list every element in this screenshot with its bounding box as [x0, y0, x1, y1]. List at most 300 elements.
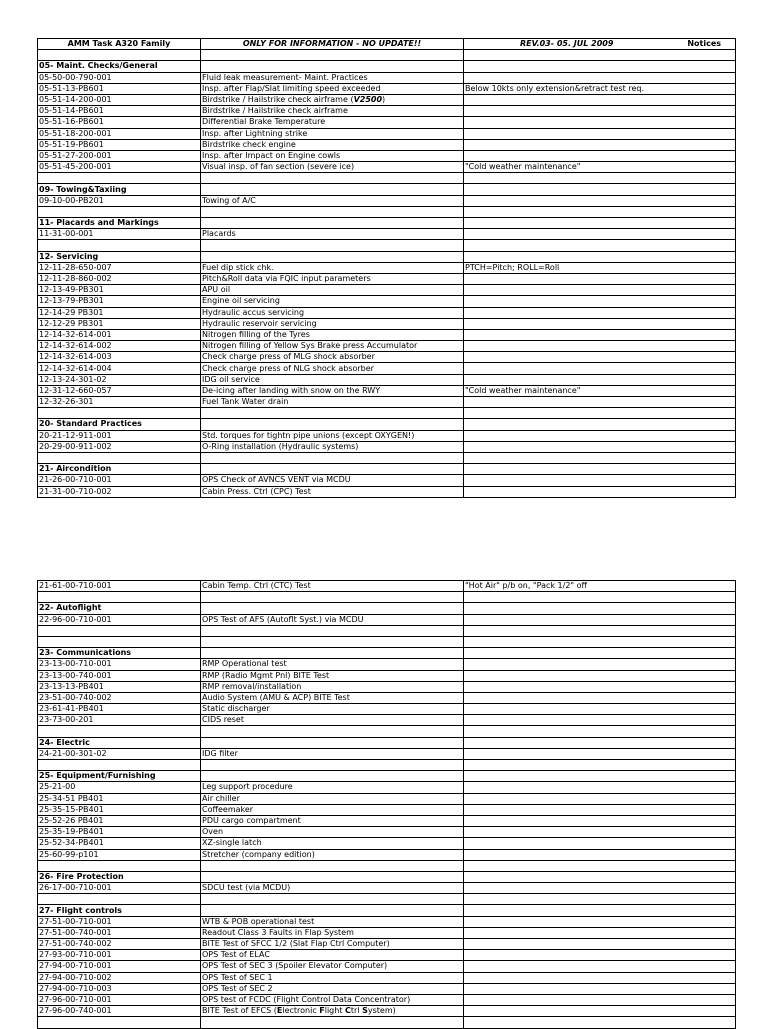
task-number: 27-96-00-740-001	[38, 1006, 201, 1017]
empty-cell	[464, 206, 736, 217]
table-row	[38, 815, 736, 826]
table-row	[38, 229, 736, 240]
task-table-lower	[37, 580, 736, 1029]
empty-cell	[464, 173, 736, 184]
blank-row	[38, 452, 736, 463]
table-row	[38, 430, 736, 441]
empty-cell	[38, 726, 201, 737]
blank-row	[38, 894, 736, 905]
task-number: 05-51-45-200-001	[38, 162, 201, 173]
blank-row	[38, 760, 736, 771]
empty-cell	[38, 240, 201, 251]
task-note	[464, 614, 736, 625]
task-number: 12-31-12-660-057	[38, 385, 201, 396]
section-header-row	[38, 737, 736, 748]
task-note	[464, 475, 736, 486]
task-number: 27-51-00-740-002	[38, 939, 201, 950]
table-row	[38, 273, 736, 284]
empty-cell	[464, 860, 736, 871]
task-note	[464, 441, 736, 452]
section-label: 26- Fire Protection	[38, 871, 201, 882]
task-description: Stretcher (company edition)	[201, 849, 464, 860]
task-note	[464, 285, 736, 296]
section-label: 27- Flight controls	[38, 905, 201, 916]
blank-row	[38, 592, 736, 603]
table-row	[38, 441, 736, 452]
task-note	[464, 950, 736, 961]
task-number: 25-34-51 PB401	[38, 793, 201, 804]
table-row	[38, 475, 736, 486]
table-row	[38, 961, 736, 972]
section-header-row	[38, 218, 736, 229]
task-note	[464, 782, 736, 793]
task-number: 12-12-29 PB301	[38, 318, 201, 329]
empty-cell	[201, 592, 464, 603]
task-description: OPS Test of SEC 1	[201, 972, 464, 983]
task-description: Nitrogen filling of the Tyres	[201, 329, 464, 340]
task-description: OPS Test of SEC 3 (Spoiler Elevator Computer)	[201, 961, 464, 972]
table-row	[38, 94, 736, 105]
task-description: OPS Test of AFS (Autoflt Syst.) via MCDU	[201, 614, 464, 625]
task-number: 24-21-00-301-02	[38, 748, 201, 759]
task-note	[464, 815, 736, 826]
task-number: 27-51-00-740-001	[38, 927, 201, 938]
task-note: Below 10kts only extension&retract test req.	[464, 83, 736, 94]
task-description-text: Birdstrike / Hailstrike check airframe (	[202, 95, 354, 105]
task-description: De-icing after landing with snow on the RWY	[201, 385, 464, 396]
empty-cell	[464, 726, 736, 737]
task-note	[464, 374, 736, 385]
empty-cell	[464, 760, 736, 771]
task-description	[201, 1006, 464, 1017]
empty-cell	[201, 50, 464, 61]
task-number: 27-94-00-710-001	[38, 961, 201, 972]
task-number: 21-31-00-710-002	[38, 486, 201, 497]
table-row	[38, 916, 736, 927]
task-note	[464, 72, 736, 83]
task-note	[464, 681, 736, 692]
table-row	[38, 804, 736, 815]
table-row	[38, 397, 736, 408]
empty-cell	[201, 173, 464, 184]
task-description: Static discharger	[201, 704, 464, 715]
empty-cell	[464, 408, 736, 419]
table-row	[38, 614, 736, 625]
header-info: ONLY FOR INFORMATION - NO UPDATE!!	[201, 39, 464, 50]
task-note	[464, 329, 736, 340]
task-description: Audio System (AMU & ACP) BITE Test	[201, 692, 464, 703]
task-note	[464, 715, 736, 726]
task-note	[464, 983, 736, 994]
task-table-upper	[37, 38, 736, 498]
task-note	[464, 341, 736, 352]
task-description: Leg support procedure	[201, 782, 464, 793]
empty-cell	[464, 871, 736, 882]
task-note	[464, 307, 736, 318]
table-row	[38, 782, 736, 793]
task-description: RMP Operational test	[201, 659, 464, 670]
task-number: 12-32-26-301	[38, 397, 201, 408]
empty-cell	[201, 464, 464, 475]
blank-row	[38, 173, 736, 184]
acronym-rest: ystem	[367, 1006, 393, 1016]
table-row	[38, 849, 736, 860]
empty-cell	[201, 771, 464, 782]
task-number: 12-14-32-614-001	[38, 329, 201, 340]
task-number: 21-26-00-710-001	[38, 475, 201, 486]
section-header-row	[38, 61, 736, 72]
empty-cell	[464, 419, 736, 430]
acronym-letter: C	[345, 1006, 351, 1016]
empty-cell	[464, 771, 736, 782]
table-row	[38, 72, 736, 83]
task-note	[464, 296, 736, 307]
engine-type-emphasis: V2500	[353, 95, 383, 105]
task-description: Fluid leak measurement- Maint. Practices	[201, 72, 464, 83]
task-number: 27-96-00-710-001	[38, 994, 201, 1005]
table-row	[38, 950, 736, 961]
acronym-rest: lectronic	[282, 1006, 320, 1016]
section-label: 11- Placards and Markings	[38, 218, 201, 229]
task-number: 23-13-13-PB401	[38, 681, 201, 692]
empty-cell	[38, 452, 201, 463]
table-row	[38, 486, 736, 497]
task-description: Birdstrike / Hailstrike check airframe	[201, 106, 464, 117]
table-row	[38, 692, 736, 703]
task-note	[464, 117, 736, 128]
empty-cell	[464, 894, 736, 905]
empty-cell	[201, 760, 464, 771]
task-note	[464, 883, 736, 894]
empty-cell	[201, 419, 464, 430]
task-number: 22-96-00-710-001	[38, 614, 201, 625]
section-label: 05- Maint. Checks/General	[38, 61, 201, 72]
empty-cell	[464, 251, 736, 262]
task-description: WTB & POB operational test	[201, 916, 464, 927]
task-description: RMP (Radio Mgmt Pnl) BITE Test	[201, 670, 464, 681]
task-description: APU oil	[201, 285, 464, 296]
empty-cell	[201, 905, 464, 916]
section-header-row	[38, 771, 736, 782]
section-header-row	[38, 464, 736, 475]
empty-cell	[464, 218, 736, 229]
task-description: Std. torques for tightn pipe unions (except OXYGEN!)	[201, 430, 464, 441]
task-description: PDU cargo compartment	[201, 815, 464, 826]
task-number: 12-14-32-614-004	[38, 363, 201, 374]
task-description: Check charge press of NLG shock absorber	[201, 363, 464, 374]
task-number: 20-21-12-911-001	[38, 430, 201, 441]
task-description-suffix: )	[382, 95, 386, 105]
task-note	[464, 748, 736, 759]
header-row	[38, 39, 736, 50]
section-label: 24- Electric	[38, 737, 201, 748]
section-label: 25- Equipment/Furnishing	[38, 771, 201, 782]
task-description: Pitch&Roll data via FQIC input parameters	[201, 273, 464, 284]
empty-cell	[38, 592, 201, 603]
task-number: 05-51-27-200-001	[38, 150, 201, 161]
blank-row	[38, 636, 736, 647]
header-title: AMM Task A320 Family	[38, 39, 201, 50]
empty-cell	[201, 61, 464, 72]
task-number: 25-52-34-PB401	[38, 838, 201, 849]
table-row	[38, 581, 736, 592]
task-note	[464, 838, 736, 849]
task-number: 25-35-15-PB401	[38, 804, 201, 815]
empty-cell	[464, 1017, 736, 1028]
task-number: 12-13-79-PB301	[38, 296, 201, 307]
table-row	[38, 883, 736, 894]
task-description: O-Ring installation (Hydraulic systems)	[201, 441, 464, 452]
empty-cell	[201, 184, 464, 195]
empty-cell	[38, 1017, 201, 1028]
blank-row	[38, 206, 736, 217]
task-number: 21-61-00-710-001	[38, 581, 201, 592]
empty-cell	[464, 625, 736, 636]
header-rev: REV.03- 05. JUL 2009	[520, 39, 614, 48]
empty-cell	[38, 894, 201, 905]
task-description: Nitrogen filling of Yellow Sys Brake press Accumulator	[201, 341, 464, 352]
task-note	[464, 195, 736, 206]
task-number: 23-13-00-710-001	[38, 659, 201, 670]
acronym-rest: trl	[350, 1006, 363, 1016]
task-note	[464, 352, 736, 363]
task-description: OPS test of FCDC (Flight Control Data Concentrator)	[201, 994, 464, 1005]
task-number: 05-51-19-PB601	[38, 139, 201, 150]
task-note	[464, 972, 736, 983]
task-note: PTCH=Pitch; ROLL=Roll	[464, 262, 736, 273]
table-row	[38, 139, 736, 150]
task-number: 12-11-28-860-002	[38, 273, 201, 284]
task-description: Insp. after Flap/Slat limiting speed exceeded	[201, 83, 464, 94]
task-number: 12-11-28-650-007	[38, 262, 201, 273]
section-label: 09- Towing&Taxiing	[38, 184, 201, 195]
task-description: XZ-single latch	[201, 838, 464, 849]
table-row	[38, 939, 736, 950]
task-description: Placards	[201, 229, 464, 240]
task-note	[464, 397, 736, 408]
task-description: Fuel dip stick chk.	[201, 262, 464, 273]
task-number: 05-51-14-200-001	[38, 94, 201, 105]
task-note: "Cold weather maintenance"	[464, 385, 736, 396]
empty-cell	[201, 648, 464, 659]
empty-cell	[201, 1017, 464, 1028]
header-notices: Notices	[687, 39, 721, 48]
empty-cell	[201, 240, 464, 251]
task-note	[464, 692, 736, 703]
blank-row	[38, 860, 736, 871]
table-row	[38, 363, 736, 374]
task-description-text: BITE Test of EFCS (	[202, 1006, 277, 1016]
table-row	[38, 838, 736, 849]
task-number: 05-51-16-PB601	[38, 117, 201, 128]
task-description-suffix: )	[392, 1006, 396, 1016]
table-row	[38, 670, 736, 681]
table-row	[38, 715, 736, 726]
task-description: Towing of A/C	[201, 195, 464, 206]
blank-row	[38, 240, 736, 251]
section-label: 20- Standard Practices	[38, 419, 201, 430]
task-note	[464, 128, 736, 139]
task-description: Hydraulic accus servicing	[201, 307, 464, 318]
task-number: 12-13-24-301-02	[38, 374, 201, 385]
empty-cell	[38, 860, 201, 871]
task-description: BITE Test of SFCC 1/2 (Slat Flap Ctrl Computer)	[201, 939, 464, 950]
task-note	[464, 793, 736, 804]
task-number: 23-73-00-201	[38, 715, 201, 726]
task-number: 25-21-00	[38, 782, 201, 793]
table-row	[38, 195, 736, 206]
task-description: SDCU test (via MCDU)	[201, 883, 464, 894]
task-number: 12-14-32-614-003	[38, 352, 201, 363]
empty-cell	[201, 206, 464, 217]
task-note	[464, 849, 736, 860]
task-number: 25-52-26 PB401	[38, 815, 201, 826]
task-description	[201, 94, 464, 105]
task-number: 23-13-00-740-001	[38, 670, 201, 681]
task-number: 12-13-49-PB301	[38, 285, 201, 296]
empty-cell	[464, 592, 736, 603]
task-note	[464, 704, 736, 715]
task-number: 05-51-18-200-001	[38, 128, 201, 139]
table-row	[38, 150, 736, 161]
table-row	[38, 659, 736, 670]
section-header-row	[38, 251, 736, 262]
task-number: 05-51-13-PB601	[38, 83, 201, 94]
task-description: CIDS reset	[201, 715, 464, 726]
task-description: Insp. after Lightning strike	[201, 128, 464, 139]
task-note	[464, 1006, 736, 1017]
task-description: Hydraulic reservoir servicing	[201, 318, 464, 329]
task-description: IDG oil service	[201, 374, 464, 385]
acronym-letter: E	[276, 1006, 283, 1016]
section-header-row	[38, 648, 736, 659]
task-number: 25-35-19-PB401	[38, 827, 201, 838]
task-number: 27-51-00-710-001	[38, 916, 201, 927]
empty-cell	[464, 636, 736, 647]
blank-row	[38, 1017, 736, 1028]
blank-row	[38, 726, 736, 737]
task-description: Check charge press of MLG shock absorber	[201, 352, 464, 363]
task-number: 23-61-41-PB401	[38, 704, 201, 715]
table-row	[38, 793, 736, 804]
task-description: OPS Test of SEC 2	[201, 983, 464, 994]
task-description: Insp. after Impact on Engine cowls	[201, 150, 464, 161]
table-row	[38, 681, 736, 692]
task-note	[464, 229, 736, 240]
task-description: Oven	[201, 827, 464, 838]
task-number: 11-31-00-001	[38, 229, 201, 240]
table-row	[38, 318, 736, 329]
table-row	[38, 704, 736, 715]
task-description: IDG filter	[201, 748, 464, 759]
task-note	[464, 994, 736, 1005]
task-note	[464, 139, 736, 150]
empty-cell	[38, 408, 201, 419]
task-description: RMP removal/installation	[201, 681, 464, 692]
task-number: 12-14-29 PB301	[38, 307, 201, 318]
task-note: "Cold weather maintenance"	[464, 162, 736, 173]
table-row	[38, 994, 736, 1005]
task-note	[464, 961, 736, 972]
task-description: OPS Test of ELAC	[201, 950, 464, 961]
table-row	[38, 748, 736, 759]
task-number: 27-94-00-710-002	[38, 972, 201, 983]
section-header-row	[38, 871, 736, 882]
task-description: Birdstrike check engine	[201, 139, 464, 150]
task-description: Differential Brake Temperature	[201, 117, 464, 128]
acronym-rest: light	[324, 1006, 346, 1016]
task-description: Air chiller	[201, 793, 464, 804]
task-note: "Hot Air" p/b on, "Pack 1/2" off	[464, 581, 736, 592]
empty-cell	[464, 184, 736, 195]
section-header-row	[38, 603, 736, 614]
task-number: 12-14-32-614-002	[38, 341, 201, 352]
table-row	[38, 162, 736, 173]
task-note	[464, 273, 736, 284]
table-row	[38, 296, 736, 307]
empty-cell	[201, 218, 464, 229]
empty-cell	[201, 737, 464, 748]
section-label: 23- Communications	[38, 648, 201, 659]
table-row	[38, 352, 736, 363]
empty-cell	[201, 408, 464, 419]
task-number: 09-10-00-PB201	[38, 195, 201, 206]
empty-cell	[464, 737, 736, 748]
empty-cell	[464, 50, 736, 61]
task-number: 25-60-99-p101	[38, 849, 201, 860]
table-row	[38, 262, 736, 273]
empty-cell	[464, 464, 736, 475]
section-header-row	[38, 184, 736, 195]
task-description: Readout Class 3 Faults in Flap System	[201, 927, 464, 938]
empty-cell	[464, 603, 736, 614]
blank-row	[38, 50, 736, 61]
empty-cell	[464, 61, 736, 72]
empty-cell	[201, 726, 464, 737]
task-note	[464, 916, 736, 927]
empty-cell	[38, 50, 201, 61]
task-number: 27-93-00-710-001	[38, 950, 201, 961]
task-description: Cabin Temp. Ctrl (CTC) Test	[201, 581, 464, 592]
task-description: Coffeemaker	[201, 804, 464, 815]
section-header-row	[38, 905, 736, 916]
table-row	[38, 329, 736, 340]
table-row	[38, 106, 736, 117]
table-row	[38, 1006, 736, 1017]
task-note	[464, 106, 736, 117]
task-number: 27-94-00-710-003	[38, 983, 201, 994]
table-row	[38, 927, 736, 938]
empty-cell	[38, 206, 201, 217]
section-header-row	[38, 419, 736, 430]
task-note	[464, 939, 736, 950]
empty-cell	[201, 636, 464, 647]
task-description: Visual insp. of fan section (severe ice)	[201, 162, 464, 173]
task-description: OPS Check of AVNCS VENT via MCDU	[201, 475, 464, 486]
empty-cell	[38, 173, 201, 184]
task-number: 23-51-00-740-002	[38, 692, 201, 703]
table-row	[38, 374, 736, 385]
blank-row	[38, 408, 736, 419]
task-note	[464, 486, 736, 497]
task-note	[464, 363, 736, 374]
empty-cell	[38, 760, 201, 771]
task-note	[464, 827, 736, 838]
table-row	[38, 827, 736, 838]
task-note	[464, 670, 736, 681]
table-row	[38, 117, 736, 128]
empty-cell	[201, 625, 464, 636]
